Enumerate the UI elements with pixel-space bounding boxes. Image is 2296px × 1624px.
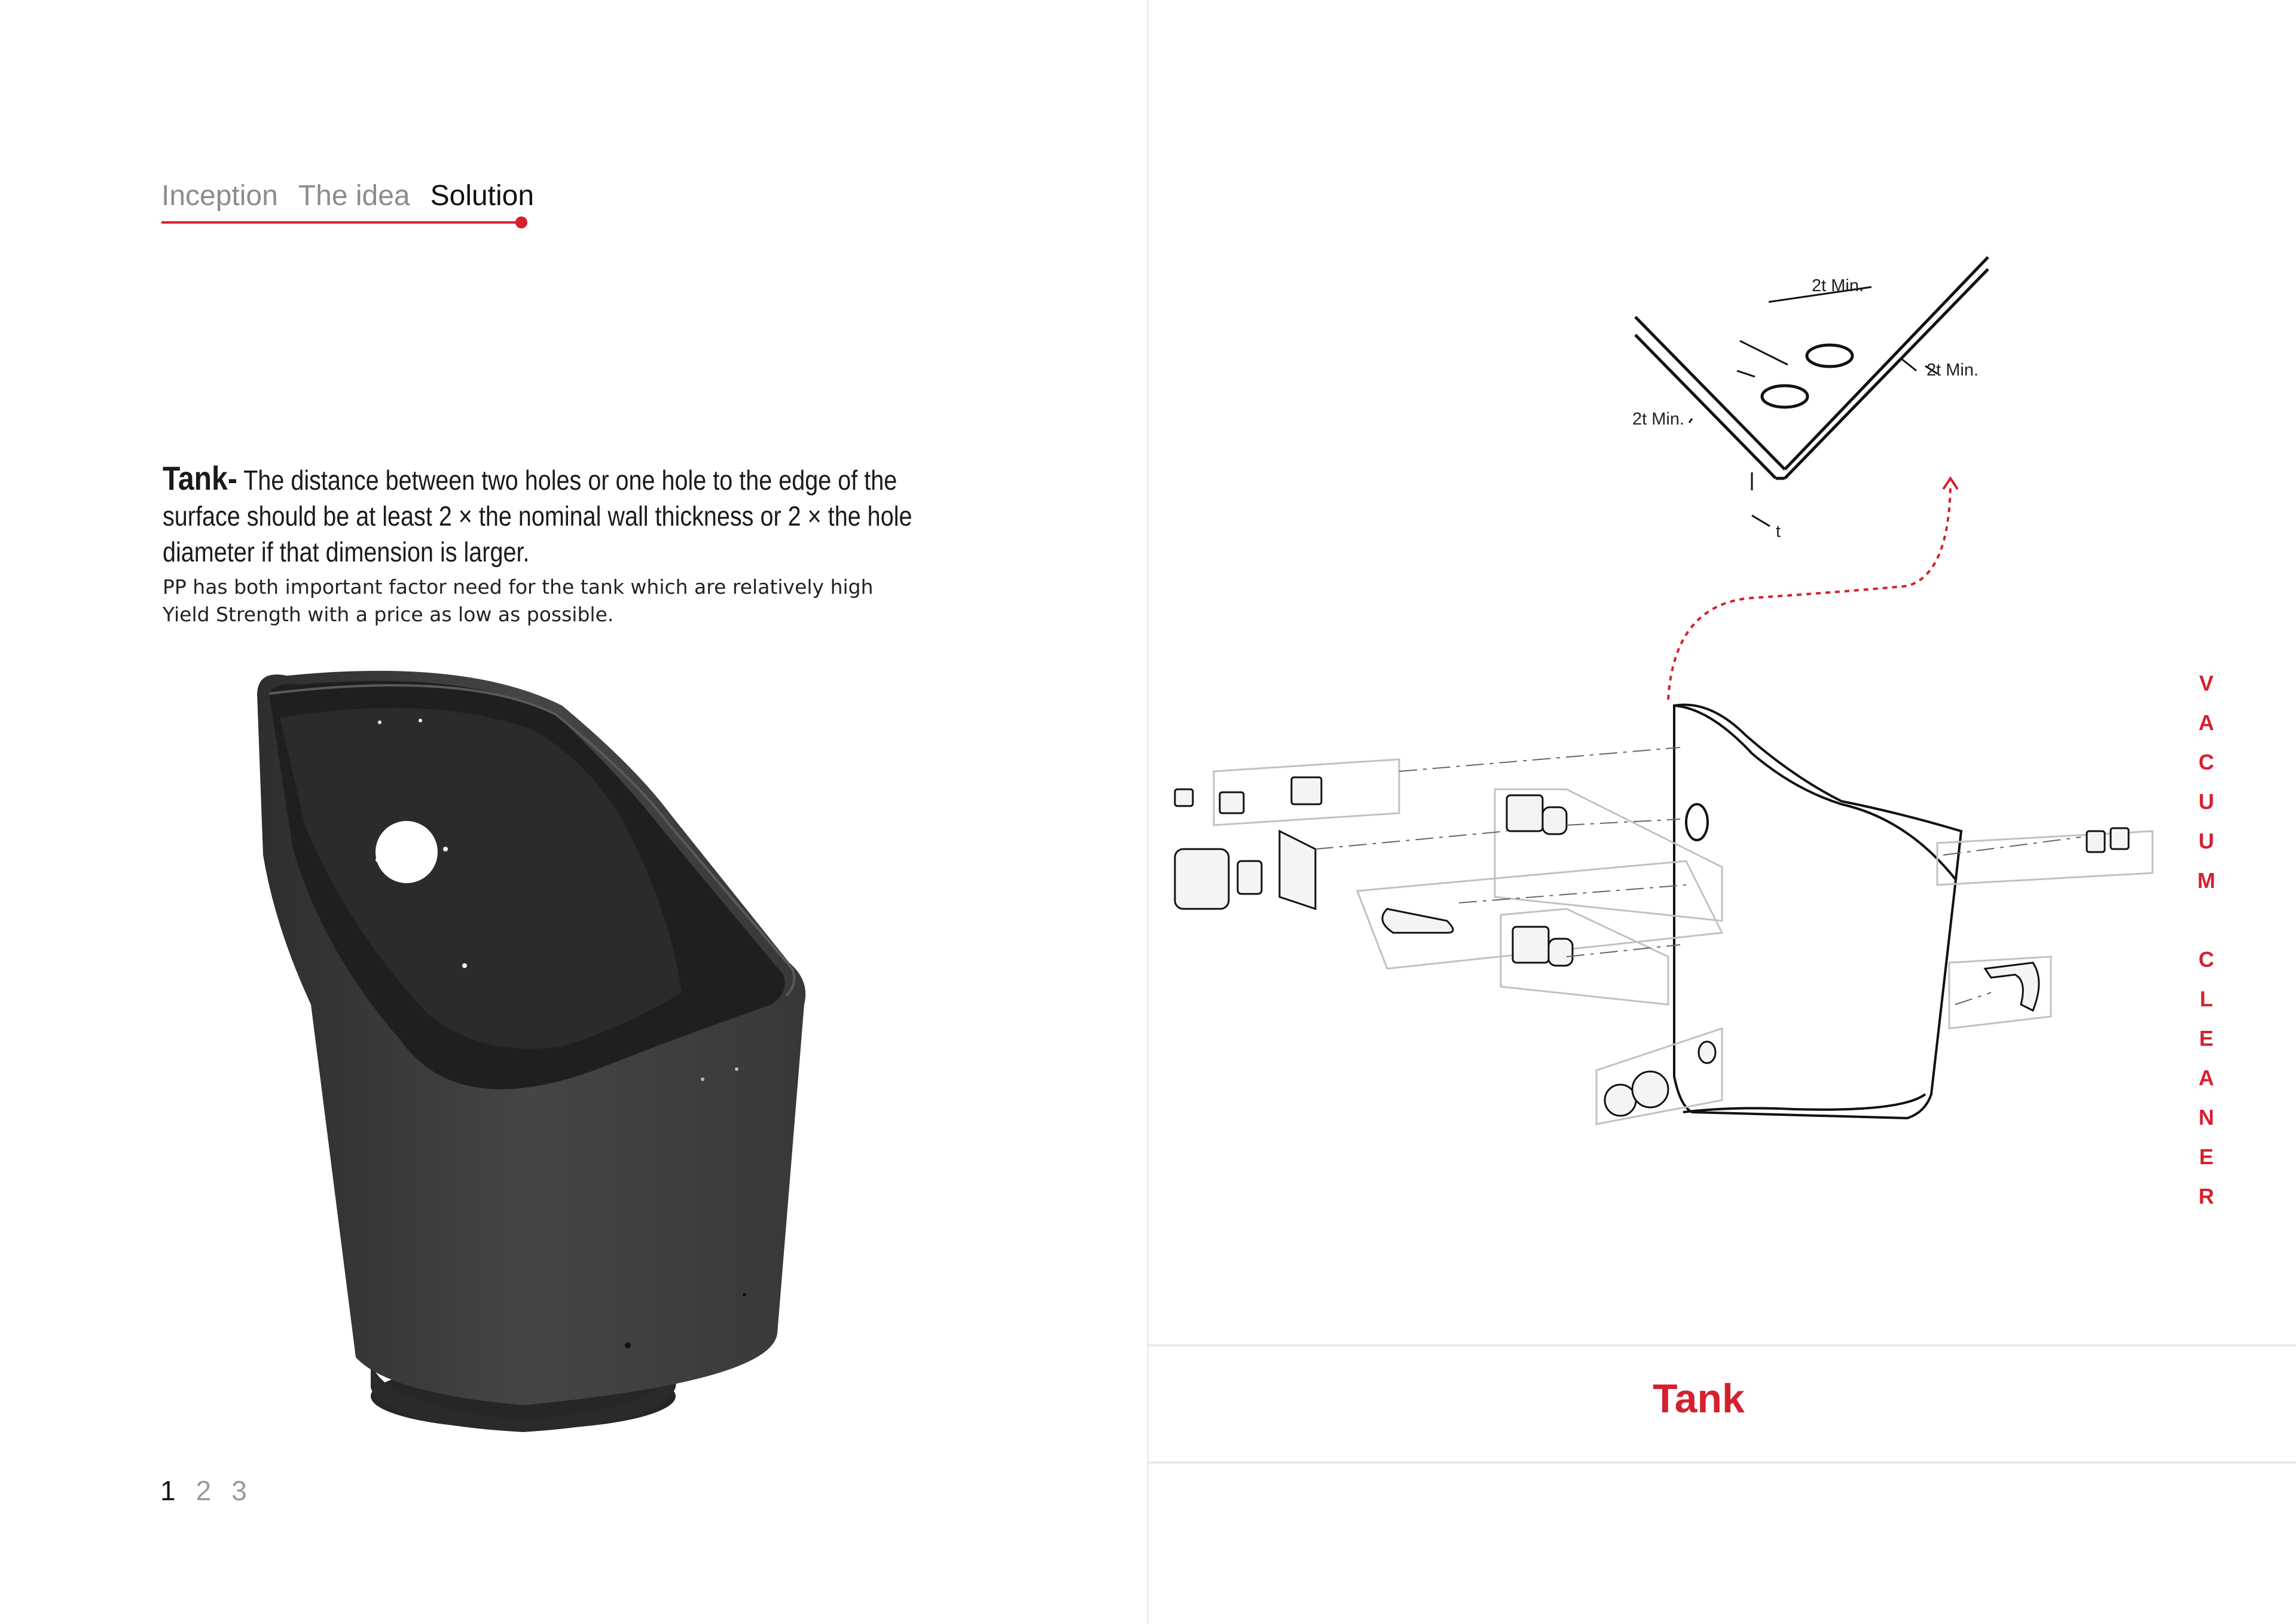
page-number-1[interactable]: 1 <box>160 1475 176 1506</box>
page-number-2[interactable]: 2 <box>196 1475 212 1506</box>
vertical-title-letter: V <box>2199 671 2213 695</box>
vertical-title-gap <box>2176 900 2236 940</box>
description-main <box>163 460 934 570</box>
tank-outline <box>1674 705 1961 1118</box>
page-number-3[interactable]: 3 <box>231 1475 247 1506</box>
tank-render <box>251 670 825 1447</box>
caption-rule-bottom <box>1149 1461 2296 1464</box>
nav-indicator-dot <box>515 216 527 228</box>
nav-inception[interactable]: Inception <box>161 180 278 212</box>
caption-title: Tank <box>1653 1376 1745 1421</box>
nav-underline <box>161 221 523 224</box>
section-nav <box>161 179 534 212</box>
page-pagination <box>160 1475 247 1507</box>
callout-arrow <box>1668 484 1950 700</box>
assembly-axes <box>1315 747 2081 1005</box>
caption-rule-top <box>1149 1344 2296 1347</box>
nav-the-idea[interactable]: The idea <box>298 180 410 212</box>
vertical-title-letter: C <box>2199 750 2214 774</box>
wall-thickness-detail <box>1635 257 1988 526</box>
description-text: The distance between two holes or one hole to the edge of the surface should be at least 2 × the nominal wall thickness or 2 × the hole diameter if that dimension is larger. <box>163 465 912 567</box>
description-sub-2: Yield Strength with a price as low as possible. <box>163 603 614 626</box>
nav-solution[interactable]: Solution <box>430 180 535 212</box>
vertical-title-letter: L <box>2200 987 2213 1011</box>
description-sub-1: PP has both important factor need for the tank which are relatively high <box>163 575 874 599</box>
dim-label-top: 2t Min. <box>1812 276 1864 295</box>
dim-label-t: t <box>1776 522 1781 541</box>
description-lead: Tank- <box>163 459 237 497</box>
dim-label-left: 2t Min. <box>1632 410 1685 429</box>
vertical-title-letter: U <box>2199 829 2214 853</box>
vertical-title-letter: N <box>2199 1105 2214 1130</box>
tank-description <box>163 460 940 628</box>
vertical-title-letter: U <box>2199 789 2214 814</box>
exploded-assembly-diagram <box>1149 0 2296 1345</box>
vertical-title-letter: M <box>2197 868 2215 893</box>
vertical-title-letter: E <box>2199 1144 2213 1169</box>
vertical-title-letter: C <box>2199 947 2214 972</box>
component-group-right <box>1937 831 2152 1028</box>
vertical-title-letter: A <box>2199 1066 2214 1090</box>
dim-label-right: 2t Min. <box>1926 361 1979 380</box>
parts <box>1175 777 2129 1116</box>
vertical-title-letter: R <box>2199 1184 2214 1208</box>
vertical-title-vacuum-cleaner <box>2176 664 2236 1216</box>
vertical-title-letter: E <box>2199 1026 2213 1051</box>
vertical-title-letter: A <box>2199 710 2214 735</box>
